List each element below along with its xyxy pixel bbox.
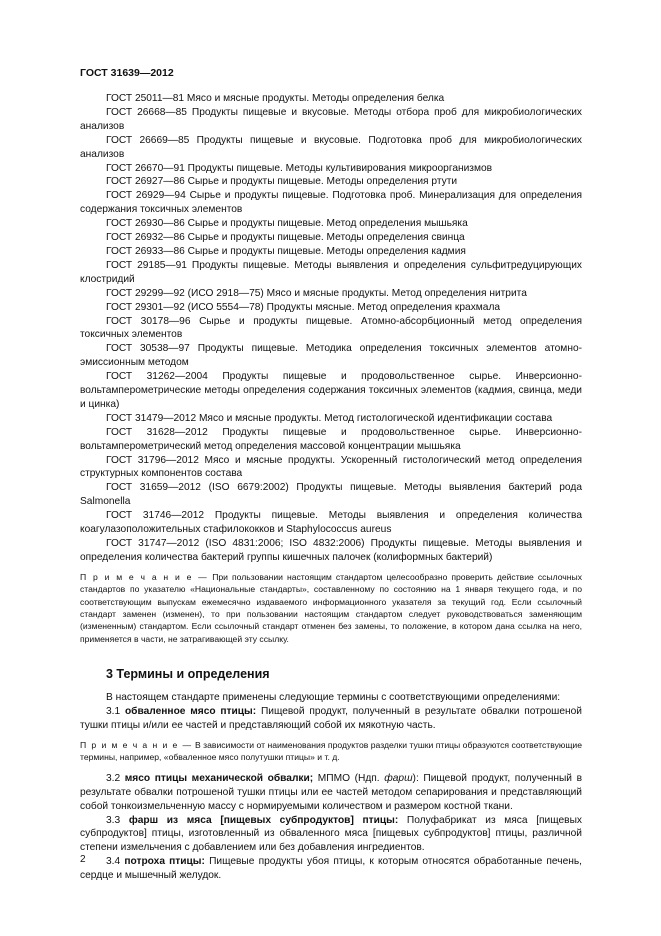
term-name: потроха птицы: xyxy=(124,856,205,868)
term-number: 3.1 xyxy=(106,706,121,718)
reference-item: ГОСТ 31747—2012 (ISO 4831:2006; ISO 4832:2006) Продукты пищевые. Методы выявления и определения количества бактерий группы кишечных палочек (колиформных бактерий) xyxy=(80,538,582,563)
term-name: мясо птицы механической обвалки; xyxy=(124,772,314,784)
note-label: П р и м е ч а н и е — xyxy=(80,571,209,582)
term-definition: Пищевые продукты убоя птицы, к которым относятся обработанные печень, сердце и мышечный желудок. xyxy=(80,856,582,882)
reference-item: ГОСТ 31262—2004 Продукты пищевые и продовольственное сырье. Инверсионно-вольтамперометрические методы определения содержания токсичных элементов (кадмия, свинца, меди и цинка) xyxy=(80,371,582,410)
term-name: фарш из мяса [пищевых субпродуктов] птицы: xyxy=(128,814,399,826)
term-3-2 xyxy=(80,772,582,814)
term-definition: Пищевой продукт, полученный в результате обвалки потрошеной тушки птицы или ее частей методом сепарирования и представляющий собой тонкоизмельченную массу с нормируемыми количеством и размером костной ткани. xyxy=(80,772,582,812)
reference-item: ГОСТ 26669—85 Продукты пищевые и вкусовые. Подготовка проб для микробиологических анализов xyxy=(80,134,582,160)
reference-item: ГОСТ 26670—91 Продукты пищевые. Методы культивирования микроорганизмов xyxy=(106,162,493,174)
page-number: 2 xyxy=(80,854,86,865)
section-heading: 3 Термины и определения xyxy=(106,667,270,682)
term-deprecated: фарш xyxy=(384,772,413,784)
reference-item: ГОСТ 26930—86 Сырье и продукты пищевые. Метод определения мышьяка xyxy=(106,218,468,230)
term-abbreviation: МПМО (Ндп. xyxy=(317,772,380,784)
reference-item: ГОСТ 30178—96 Сырье и продукты пищевые. Атомно-абсорбционный метод определения токсичных элементов xyxy=(80,315,582,341)
document-body xyxy=(80,92,582,883)
reference-item: ГОСТ 26932—86 Сырье и продукты пищевые. Методы определения свинца xyxy=(106,232,465,244)
reference-item: ГОСТ 29185—91 Продукты пищевые. Методы выявления и определения сульфитредуцирующих клостридий xyxy=(80,259,582,285)
reference-item: ГОСТ 30538—97 Продукты пищевые. Методика определения токсичных элементов атомно-эмиссионным методом xyxy=(80,343,582,369)
term-3-4 xyxy=(80,855,582,883)
note-references xyxy=(80,571,582,645)
term-definition: Полуфабрикат из мяса [пищевых субпродуктов] птицы, изготовленный из обваленного мяса [пищевых субпродуктов] птицы, различной степени измельчения с добавлением или без добавления ингредиентов. xyxy=(80,814,582,854)
note-text: В зависимости от наименования продуктов разделки тушки птицы образуются соответствующие термины, например, «обваленное мясо полутушки птицы» и т. д. xyxy=(80,739,582,763)
spacer xyxy=(80,764,582,772)
reference-item: ГОСТ 29299—92 (ИСО 2918—75) Мясо и мясные продукты. Метод определения нитрита xyxy=(106,287,527,299)
reference-item: ГОСТ 26668—85 Продукты пищевые и вкусовые. Методы отбора проб для микробиологических анализов xyxy=(80,106,582,132)
reference-item: ГОСТ 31659—2012 (ISO 6679:2002) Продукты пищевые. Методы выявления бактерий рода Salmonella xyxy=(80,482,582,508)
term-number: 3.3 xyxy=(106,814,121,826)
reference-item: ГОСТ 31746—2012 Продукты пищевые. Методы выявления и определения количества коагулазоположительных стафилококков и Staphylococcus aureus xyxy=(80,510,582,536)
section-intro: В настоящем стандарте применены следующие термины с соответствующими определениями: xyxy=(106,692,561,704)
reference-item: ГОСТ 31479—2012 Мясо и мясные продукты. Метод гистологической идентификации состава xyxy=(106,412,553,424)
document-header: ГОСТ 31639—2012 xyxy=(80,67,174,79)
term-abbreviation-close: ): xyxy=(412,772,419,784)
reference-item: ГОСТ 26929—94 Сырье и продукты пищевые. Подготовка проб. Минерализация для определения содержания токсичных элементов xyxy=(80,190,582,216)
reference-item: ГОСТ 31796—2012 Мясо и мясные продукты. Ускоренный гистологический метод определения структурных компонентов состава xyxy=(80,454,582,480)
note-label: П р и м е ч а н и е — xyxy=(80,739,193,750)
term-3-1 xyxy=(80,705,582,733)
reference-item: ГОСТ 29301—92 (ИСО 5554—78) Продукты мясные. Метод определения крахмала xyxy=(106,301,501,313)
note-text: При пользовании настоящим стандартом целесообразно проверить действие ссылочных стандартов по указателю «Национальные стандарты», составленному по состоянию на 1 января текущего года, и по соответствующим выпускам ежемесячно издаваемого информационного указателя за текущий год. Если ссылочный стандарт заменен (изменен), то при пользовании настоящим стандартом следует руководствоваться заменяющим (измененным) стандартом. Если ссылочный стандарт отменен без замены, то положение, в котором дана ссылка на него, применяется в части, не затрагивающей эту ссылку. xyxy=(80,571,582,644)
term-3-3 xyxy=(80,814,582,856)
note-terms xyxy=(80,739,582,764)
references-list xyxy=(80,92,582,565)
term-number: 3.4 xyxy=(106,856,121,868)
term-number: 3.2 xyxy=(106,772,121,784)
reference-item: ГОСТ 26933—86 Сырье и продукты пищевые. Методы определения кадмия xyxy=(106,245,466,257)
reference-item: ГОСТ 25011—81 Мясо и мясные продукты. Методы определения белка xyxy=(106,93,445,104)
reference-item: ГОСТ 31628—2012 Продукты пищевые и продовольственное сырье. Инверсионно-вольтамперометрический метод определения массовой концентрации мышьяка xyxy=(80,426,582,452)
reference-item: ГОСТ 26927—86 Сырье и продукты пищевые. Методы определения ртути xyxy=(106,176,458,188)
term-name: обваленное мясо птицы: xyxy=(124,706,257,718)
term-definition: Пищевой продукт, полученный в результате обвалки потрошеной тушки птицы и/или ее частей и представляющий собой их мякотную часть. xyxy=(80,706,582,732)
